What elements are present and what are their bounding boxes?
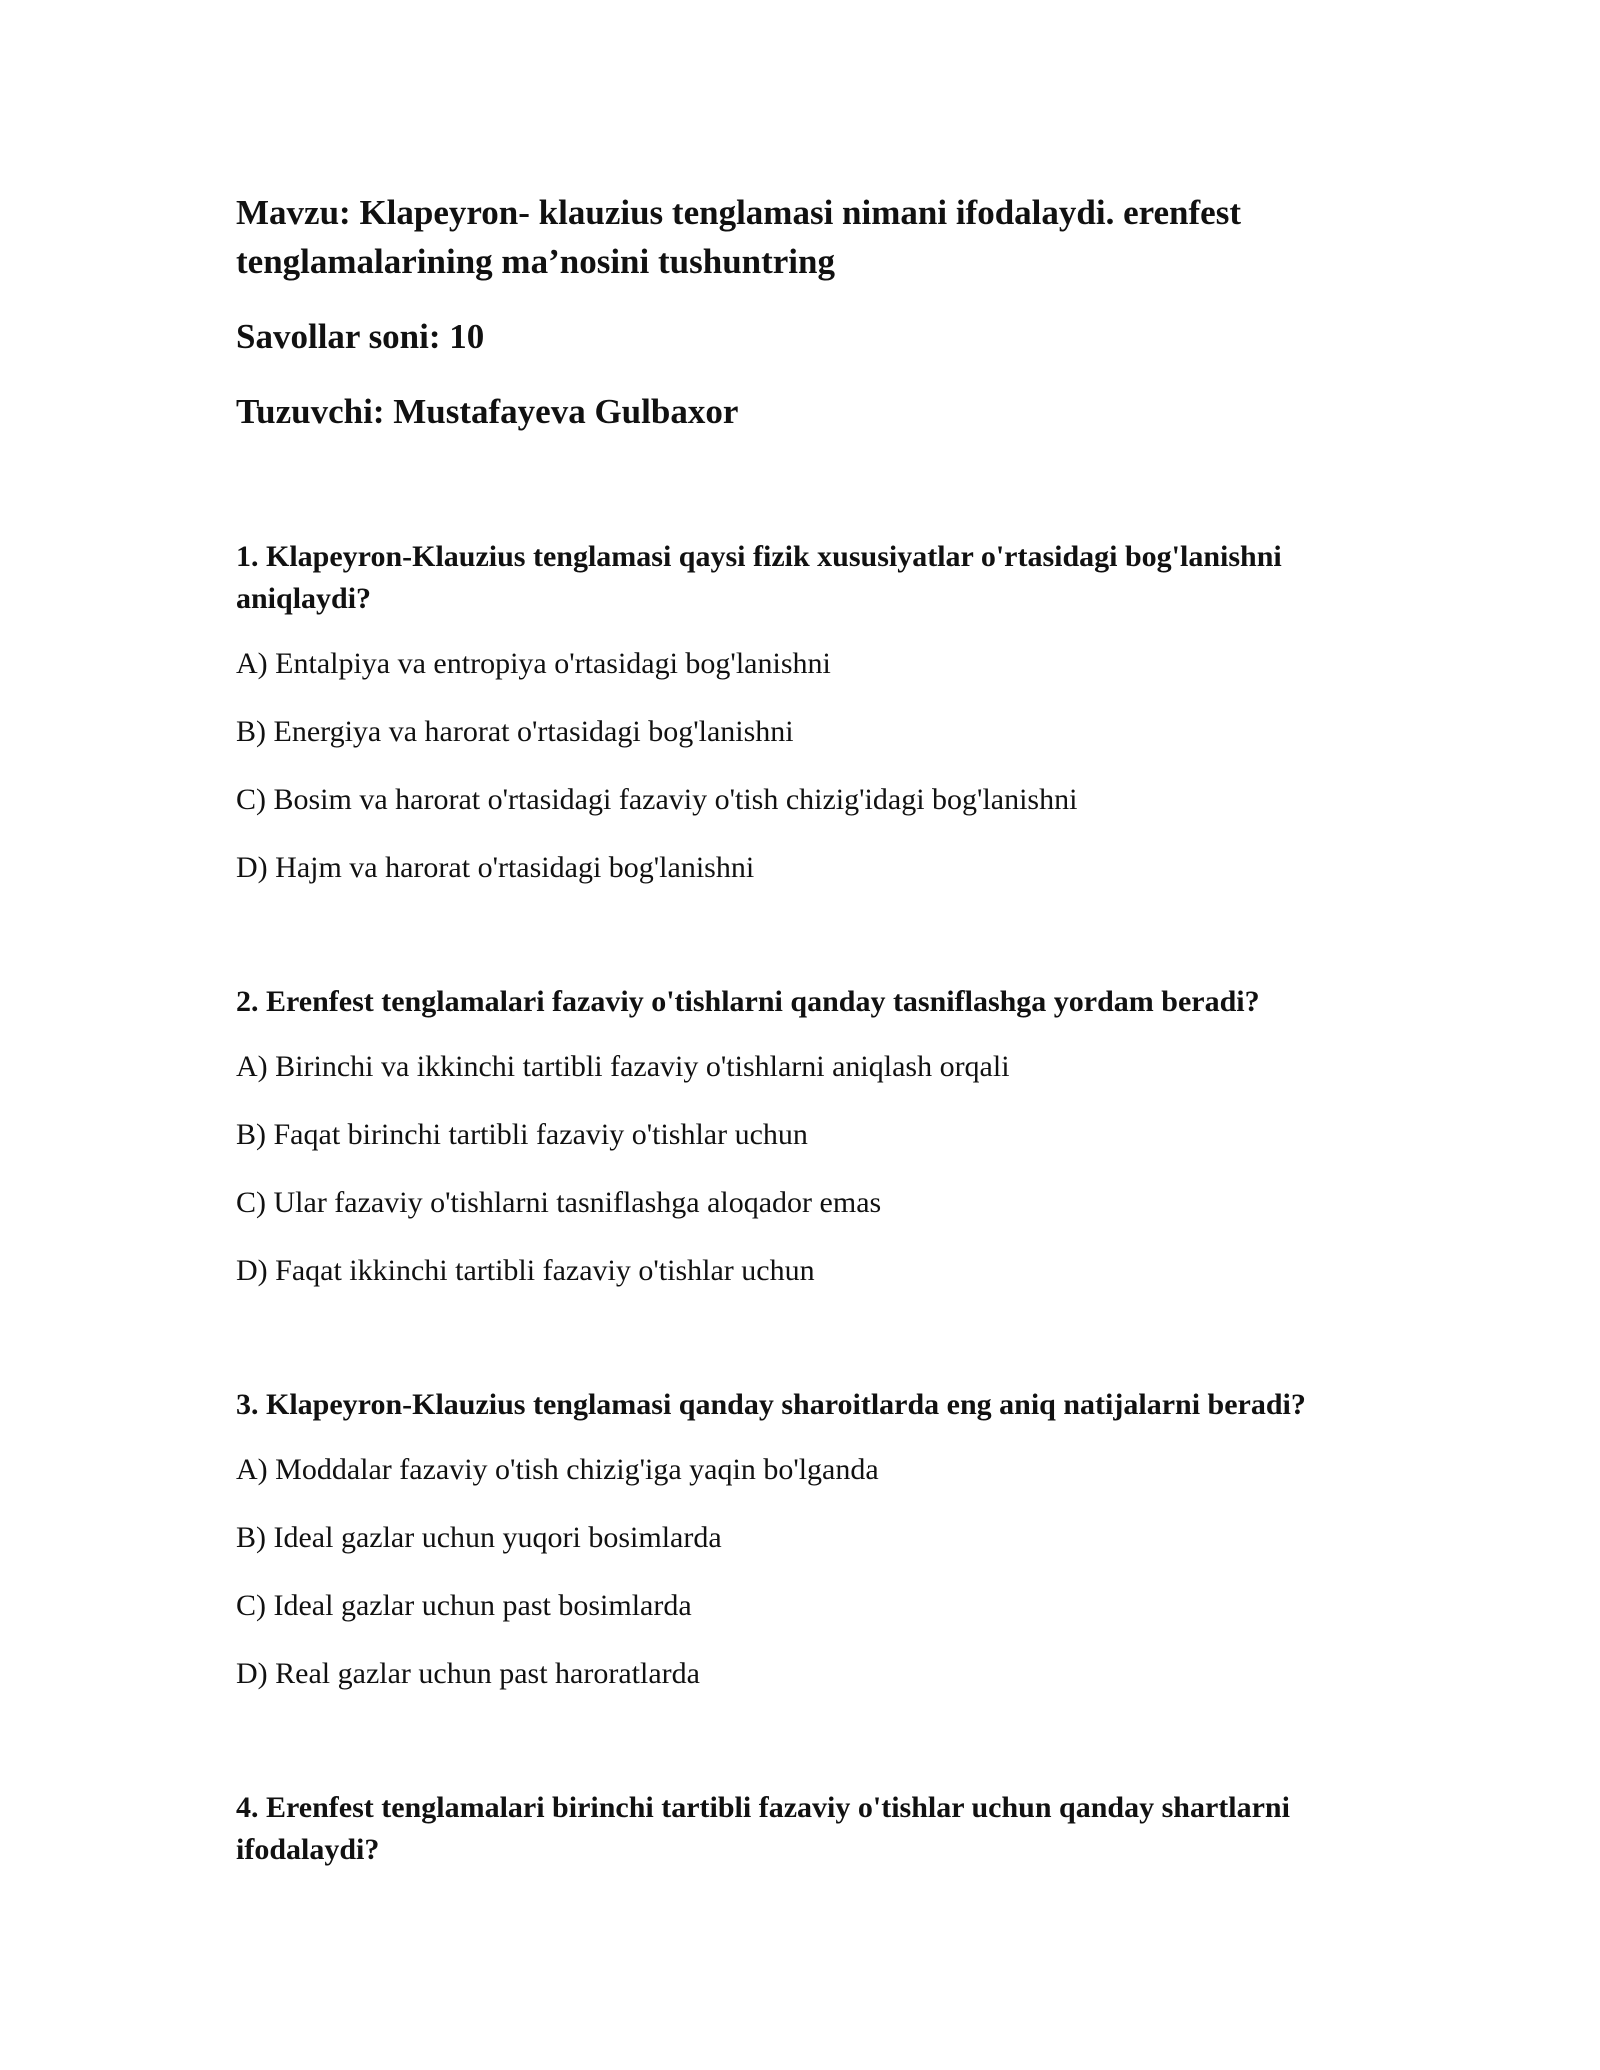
answer-option-c: C) Bosim va harorat o'rtasidagi fazaviy o'tish chizig'idagi bog'lanishni [236, 783, 1078, 816]
question-text: 3. Klapeyron-Klauzius tenglamasi qanday sharoitlarda eng aniq natijalarni beradi? [236, 1388, 1306, 1421]
question-4 [236, 1787, 1376, 1871]
answer-option-b: B) Ideal gazlar uchun yuqori bosimlarda [236, 1521, 722, 1554]
answer-option-d: D) Real gazlar uchun past haroratlarda [236, 1657, 700, 1690]
question-text: 2. Erenfest tenglamalari fazaviy o'tishlarni qanday tasniflashga yordam beradi? [236, 985, 1260, 1018]
answer-option-b: B) Faqat birinchi tartibli fazaviy o'tishlar uchun [236, 1118, 808, 1151]
question-text: 1. Klapeyron-Klauzius tenglamasi qaysi fizik xususiyatlar o'rtasidagi bog'lanishni aniqlaydi? [236, 540, 1282, 615]
answer-option-a: A) Moddalar fazaviy o'tish chizig'iga yaqin bo'lganda [236, 1453, 879, 1486]
document-title: Mavzu: Klapeyron- klauzius tenglamasi nimani ifodalaydi. erenfest tenglamalarining ma’nosini tushuntring [236, 193, 1241, 281]
answer-option-c: C) Ideal gazlar uchun past bosimlarda [236, 1589, 692, 1622]
question-text: 4. Erenfest tenglamalari birinchi tartibli fazaviy o'tishlar uchun qanday shartlarni ifodalaydi? [236, 1791, 1290, 1866]
answer-option-a: A) Entalpiya va entropiya o'rtasidagi bog'lanishni [236, 647, 831, 680]
answer-option-d: D) Faqat ikkinchi tartibli fazaviy o'tishlar uchun [236, 1254, 815, 1287]
answer-option-a: A) Birinchi va ikkinchi tartibli fazaviy o'tishlarni aniqlash orqali [236, 1050, 1010, 1083]
question-1 [236, 536, 1376, 889]
question-2 [236, 981, 1376, 1292]
question-count: Savollar soni: 10 [236, 317, 485, 356]
answer-option-b: B) Energiya va harorat o'rtasidagi bog'lanishni [236, 715, 794, 748]
answer-option-d: D) Hajm va harorat o'rtasidagi bog'lanishni [236, 851, 755, 884]
answer-option-c: C) Ular fazaviy o'tishlarni tasniflashga aloqador emas [236, 1186, 882, 1219]
question-3 [236, 1384, 1376, 1695]
document-page [236, 188, 1376, 1894]
author-line: Tuzuvchi: Mustafayeva Gulbaxor [236, 392, 739, 431]
